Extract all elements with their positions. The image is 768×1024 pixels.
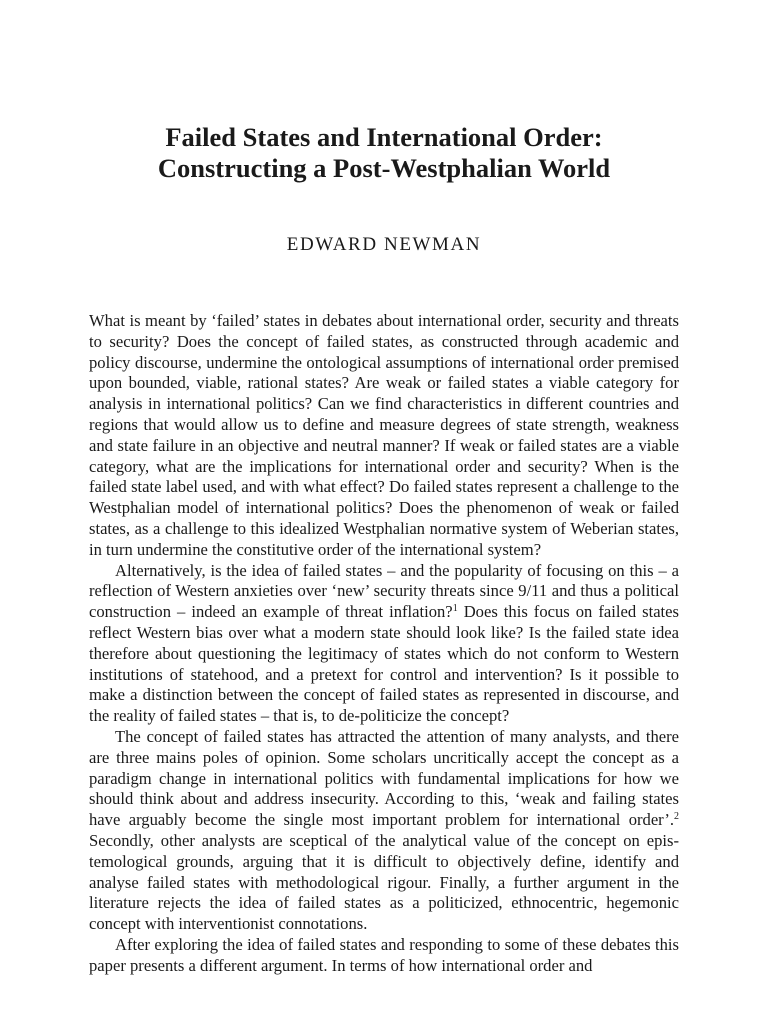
footnote-ref-2[interactable]: 2 [674,811,679,823]
paragraph-4-text: After exploring the idea of failed states and responding to some of these debates this paper presents a different argument. In terms of how international order and [89,934,679,975]
abstract-body [89,311,679,977]
author-name: EDWARD NEWMAN [286,234,482,255]
paragraph-2 [89,561,679,727]
paper-title-line-2: Constructing a Post-Westphalian World [157,153,611,183]
paragraph-4 [89,935,679,977]
paragraph-2-text-a: Alternatively, is the idea of failed states – and the popularity of focusing on this – a reflection of Western anxieties over ‘new’ security threats since 9/11 and thus a political construction – indeed an example of threat inflation? [89,560,679,622]
paragraph-1 [89,311,679,561]
footnote-ref-1[interactable]: 1 [452,603,458,615]
paragraph-2-text-b: Does this focus on failed states reflect Western bias over what a modern state should look like? Is the failed state idea therefore about questioning the legitimacy of states which do not conform to Western institutions of statehood, and a pretext for control and intervention? Is it possible to make a distinction between the concept of failed states as represented in discourse, and the reality of failed states – that is, to de-politicize the concept? [89,602,679,726]
paragraph-1-text: What is meant by ‘failed’ states in debates about international order, security and threats to security? Does the concept of failed states, as constructed through academic and policy discourse, undermine the ontological assumptions of international order premised upon bounded, viable, rational states? Are weak or failed states a viable category for analysis in international politics? Can we find characteristics in different countries and regions that would allow us to define and measure degrees of state strength, weakness and state failure in an objective and neutral manner? If weak or failed states are a viable category, what are the implications for international order and security? When is the failed state label used, and with what effect? Do failed states represent a challenge to the Westphalian model of international politics? Does the phenomenon of weak or failed states, as a challenge to this idealized Westphalian normative system of Weberian states, in turn undermine the constitutive order of the international system? [89,311,679,559]
paragraph-3 [89,727,679,935]
paragraph-3-text-a: The concept of failed states has attracted the attention of many analysts, and there are three mains poles of opinion. Some scholars uncritically accept the concept as a paradigm change in international politics with fundamental implications for how we should think about and address insecurity. According to this, ‘weak and failing states have arguably become the single most important problem for international order’. [89,726,679,830]
paragraph-3-text-b: Secondly, other analysts are sceptical of the analytical value of the concept on epistemological grounds, arguing that it is difficult to objectively define, identify and analyse failed states with methodological rigour. Finally, a further argument in the literature rejects the idea of failed states as a politicized, ethnocentric, hegemonic concept with interventionist connotations. [89,830,679,934]
paper-title-line-1: Failed States and International Order: [165,122,603,152]
